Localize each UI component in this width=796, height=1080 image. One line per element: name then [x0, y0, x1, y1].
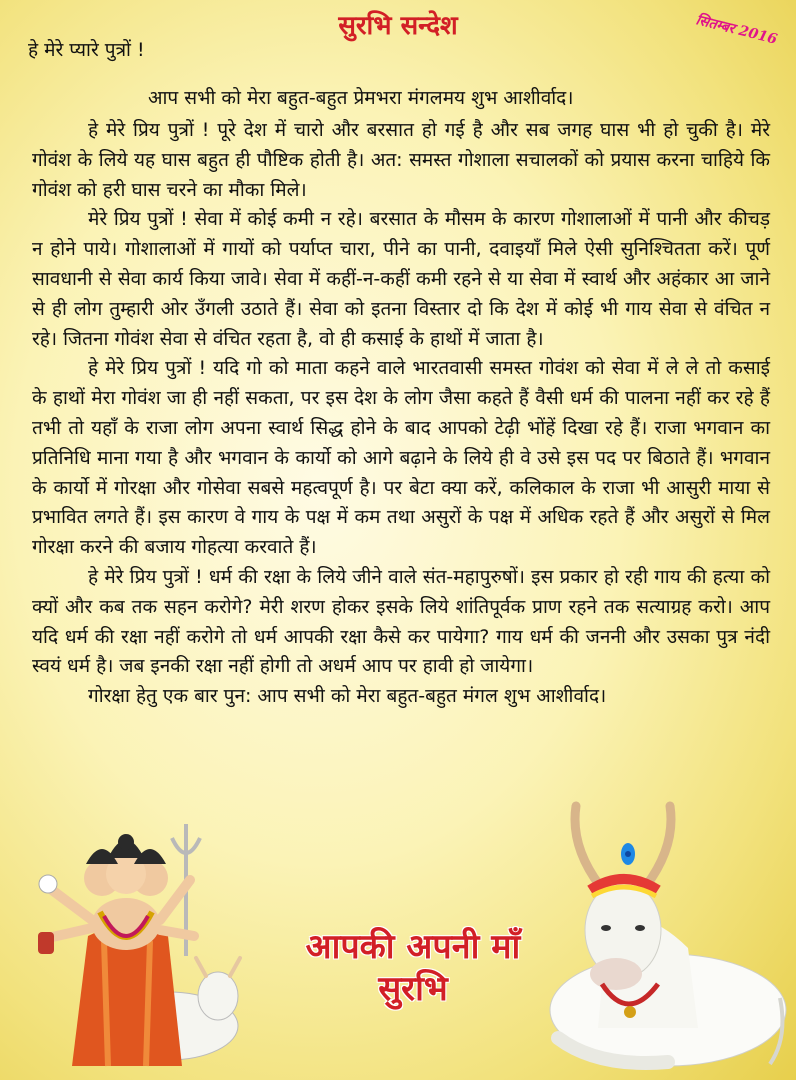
paragraph-2: मेरे प्रिय पुत्रों ! सेवा में कोई कमी न रहे। बरसात के मौसम के कारण गोशालाओं में पानी और कीचड़ न होने पाये। गोशालाओं में गायों को पर्याप्त चारा, पीने का पानी, दवाइयाँ मिले ऐसी सुनिश्चितता करें। पूर्ण सावधानी से सेवा कार्य किया जावे। सेवा में कहीं-न-कहीं कमी रहने से या सेवा में स्वार्थ और अहंकार आ जाने से ही लोग तुम्हारी ओर उँगली उठाते हैं। सेवा को इतना विस्तार दो कि देश में कोई भी गाय सेवा से वंचित न रहे। जितना गोवंश सेवा से वंचित रहता है, वो ही कसाई के हाथों में जाता है। [32, 208, 770, 350]
deity-illustration [18, 816, 258, 1076]
letter-body [32, 116, 770, 712]
page-title: सुरभि सन्देश [338, 11, 458, 41]
paragraph-3: हे मेरे प्रिय पुत्रों ! यदि गो को माता कहने वाले भारतवासी समस्त गोवंश को सेवा में ले ले तो कसाई के हाथों मेरा गोवंश जा ही नहीं सकता, पर इस देश के लोग जैसा कहते हैं वैसी धर्म की पालना नहीं कर रहे हैं तभी तो यहाँ के राजा लोग अपना स्वार्थ सिद्ध होने के बाद आपको टेढ़ी भोंहें दिखा रहे हैं। राजा भगवान का प्रतिनिधि माना गया है और भगवान के कार्यो को आगे बढ़ाने के लिये ही वे उसे इस पद पर बिठाते हैं। भगवान के कार्यो में गोरक्षा और गोसेवा सबसे महत्वपूर्ण है। पर बेटा क्या करें, कलिकाल के राजा भी आसुरी माया से प्रभावित लगते हैं। इस कारण वे गाय के पक्ष में कम तथा असुरों के पक्ष में अधिक रहते हैं और असुरों से मिल गोरक्षा करने की बजाय गोहत्या करवाते हैं। [32, 357, 770, 559]
cow-illustration [518, 788, 790, 1074]
salutation: हे मेरे प्यारे पुत्रों ! [28, 39, 145, 61]
signature-line-2: सुरभि [378, 969, 448, 1009]
signature-line-1: आपकी अपनी माँ [305, 927, 521, 967]
issue-date: सितम्बर 2016 [693, 12, 779, 48]
opening-line: आप सभी को मेरा बहुत-बहुत प्रेमभरा मंगलमय शुभ आशीर्वाद। [148, 87, 574, 109]
paragraph-5: गोरक्षा हेतु एक बार पुन: आप सभी को मेरा बहुत-बहुत मंगल शुभ आशीर्वाद। [88, 685, 607, 708]
signature [300, 926, 526, 1010]
paragraph-1: हे मेरे प्रिय पुत्रों ! पूरे देश में चारो और बरसात हो गई है और सब जगह घास भी हो चुकी है। मेरे गोवंश के लिये यह घास बहुत ही पौष्टिक होती है। अत: समस्त गोशाला सचालकों को प्रयास करना चाहिये कि गोवंश को हरी घास चरने का मौका मिले। [32, 119, 770, 201]
paragraph-4: हे मेरे प्रिय पुत्रों ! धर्म की रक्षा के लिये जीने वाले संत-महापुरुषों। इस प्रकार हो रही गाय की हत्या को क्यों और कब तक सहन करोगे? मेरी शरण होकर इसके लिये शांतिपूर्वक प्राण रहने तक सत्याग्रह करो। आप यदि धर्म की रक्षा नहीं करोगे तो धर्म आपकी रक्षा कैसे कर पायेगा? गाय धर्म की जननी और उसका पुत्र नंदी स्वयं धर्म है। जब इनकी रक्षा नहीं होगी तो अधर्म आप पर हावी हो जायेगा। [32, 565, 770, 678]
